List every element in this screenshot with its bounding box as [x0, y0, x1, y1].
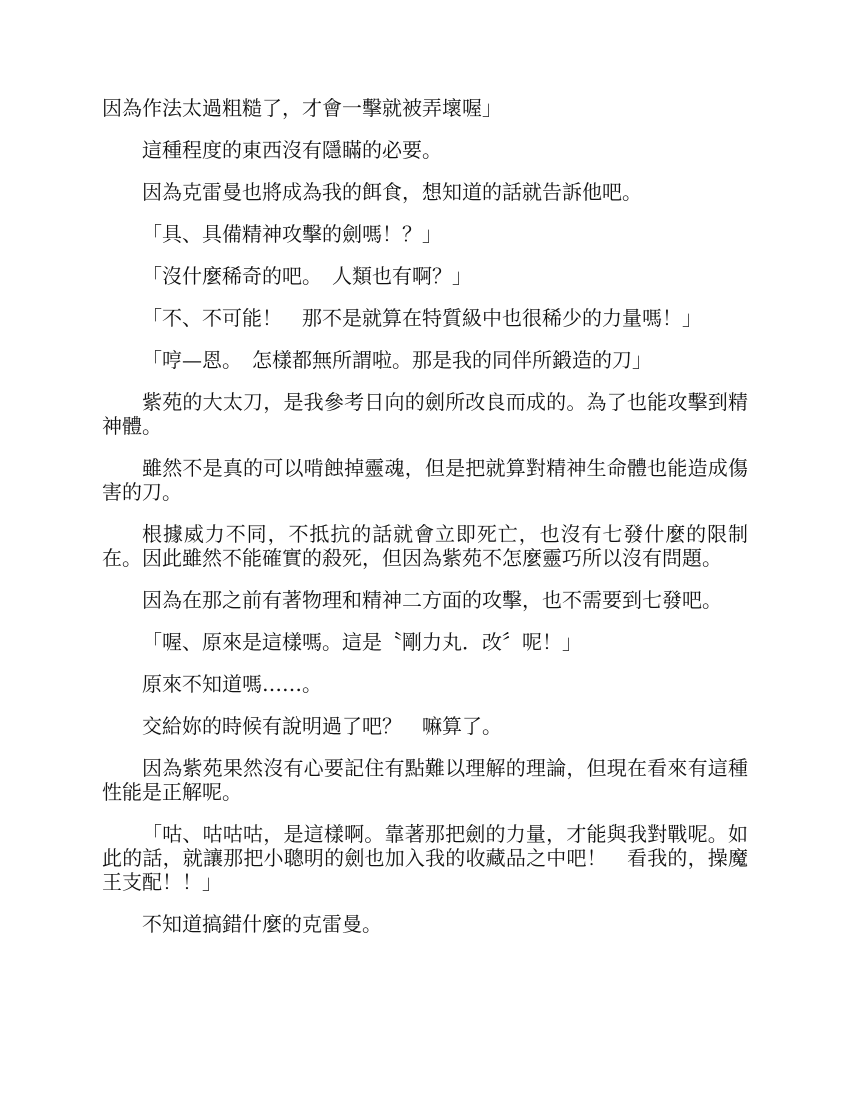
paragraph: 紫苑的大太刀，是我參考日向的劍所改良而成的。為了也能攻擊到精神體。 [102, 390, 748, 438]
paragraph: 因為在那之前有著物理和精神二方面的攻擊，也不需要到七發吧。 [142, 588, 722, 612]
paragraph: 「哼—恩。 怎樣都無所謂啦。那是我的同伴所鍛造的刀」 [142, 348, 652, 372]
paragraph: 因為紫苑果然沒有心要記住有點難以理解的理論，但現在看來有這種性能是正解呢。 [102, 756, 748, 804]
paragraph: 因為作法太過粗糙了，才會一擊就被弄壞喔」 [102, 96, 502, 120]
paragraph: 「咕、咕咕咕，是這樣啊。靠著那把劍的力量，才能與我對戰呢。如此的話，就讓那把小聰明的劍也加入我的收藏品之中吧！ 看我的，操魔王支配！！」 [102, 822, 748, 894]
paragraph: 雖然不是真的可以啃蝕掉靈魂，但是把就算對精神生命體也能造成傷害的刀。 [102, 456, 748, 504]
paragraph: 根據威力不同，不抵抗的話就會立即死亡，也沒有七發什麼的限制在。因此雖然不能確實的殺死，但因為紫苑不怎麼靈巧所以沒有問題。 [102, 522, 748, 570]
paragraph: 「不、不可能！ 那不是就算在特質級中也很稀少的力量嗎！」 [142, 306, 702, 330]
paragraph: 這種程度的東西沒有隱瞞的必要。 [142, 138, 442, 162]
paragraph: 原來不知道嗎……。 [142, 672, 322, 696]
paragraph: 交給妳的時候有說明過了吧？ 嘛算了。 [142, 714, 502, 738]
paragraph: 因為克雷曼也將成為我的餌食，想知道的話就告訴他吧。 [142, 180, 642, 204]
paragraph: 「喔、原來是這樣嗎。這是〝剛力丸．改〞呢！」 [142, 630, 582, 654]
paragraph: 不知道搞錯什麼的克雷曼。 [142, 912, 382, 936]
body-text [102, 96, 748, 954]
paragraph: 「具、具備精神攻擊的劍嗎！？」 [142, 222, 442, 246]
paragraph: 「沒什麼稀奇的吧。 人類也有啊？」 [142, 264, 472, 288]
